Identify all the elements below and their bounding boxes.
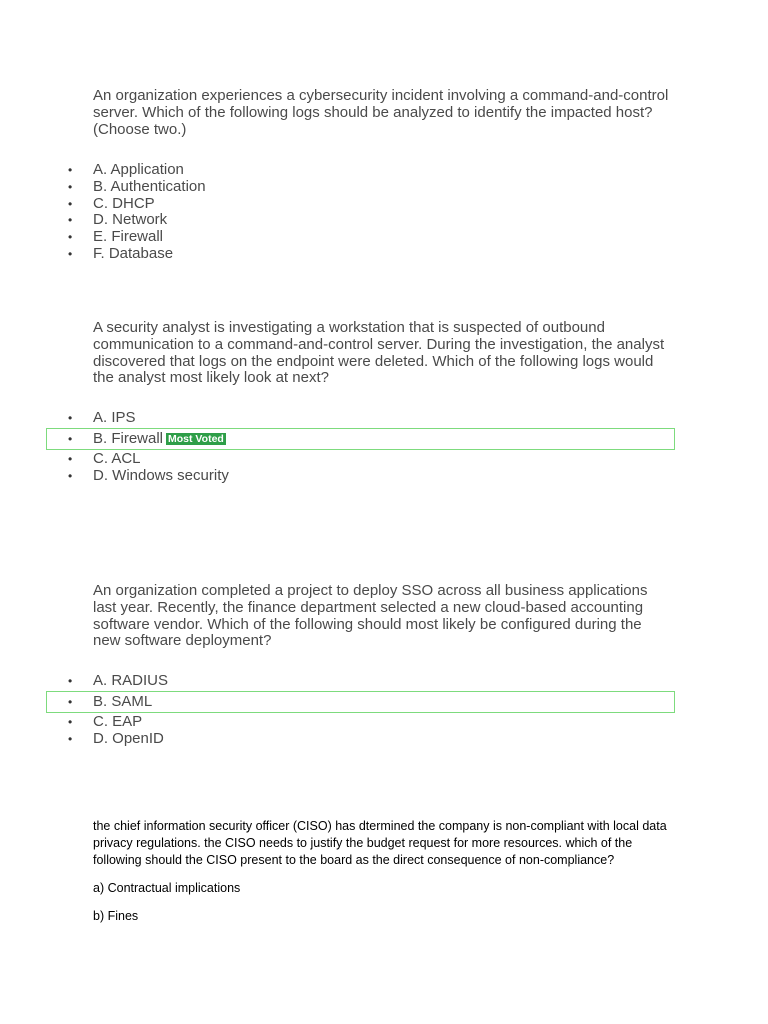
bullet-icon: • (68, 246, 73, 261)
question-4-text: the chief information security officer (CISO) has dtermined the company is non-compliant with local data privacy regulations. the CISO needs to justify the budget request for more resources. which of the following should the CISO present to the board as the direct consequence of non-compliance? (93, 819, 667, 867)
bullet-icon: • (68, 694, 73, 709)
question-3-options (0, 673, 768, 747)
bullet-icon: • (68, 213, 73, 228)
option-label: F. Database (93, 244, 174, 262)
list-item (0, 714, 768, 731)
question-4-option-a: a) Contractual implications (93, 881, 241, 895)
option-label: D. Network (93, 211, 168, 229)
bullet-icon: • (68, 714, 73, 729)
list-item (0, 212, 768, 229)
option-label: A. RADIUS (93, 672, 169, 689)
question-1-text: An organization experiences a cybersecurity incident involving a command-and-control server. Which of the following logs should be analyzed to identify the impacted host? (Choose two.) (93, 87, 669, 138)
list-item (0, 410, 768, 427)
question-3-text: An organization completed a project to deploy SSO across all business applications last year. Recently, the finance department selected a new cloud-based accounting software vendor. Which of the following should most likely be configured during the new software deployment? (93, 582, 648, 650)
option-label: D. Windows security (93, 466, 229, 484)
list-item (0, 468, 768, 485)
question-2-text: A security analyst is investigating a workstation that is suspected of outbound communication to a command-and-control server. During the investigation, the analyst discovered that logs on the endpoint were deleted. Which of the following logs would the analyst most likely look at next? (93, 319, 665, 387)
question-4-option-b: b) Fines (93, 909, 139, 923)
option-label: C. EAP (93, 712, 143, 730)
bullet-icon: • (68, 179, 73, 194)
bullet-icon: • (68, 411, 73, 425)
list-item (0, 229, 768, 246)
option-label: D. OpenID (93, 729, 164, 747)
bullet-icon: • (68, 731, 73, 746)
bullet-icon: • (68, 451, 73, 466)
list-item (0, 179, 768, 196)
option-label: A. IPS (93, 409, 136, 426)
option-label: B. SAML (93, 692, 153, 710)
bullet-icon: • (68, 196, 73, 211)
option-label: B. Authentication (93, 177, 206, 195)
bullet-icon: • (68, 431, 73, 446)
bullet-icon: • (68, 163, 73, 177)
list-item (0, 451, 768, 468)
bullet-icon: • (68, 674, 73, 688)
list-item (0, 246, 768, 263)
option-label: A. Application (93, 161, 184, 178)
bullet-icon: • (68, 230, 73, 245)
option-label: C. ACL (93, 449, 141, 467)
question-2-options (0, 410, 768, 484)
list-item (0, 162, 768, 179)
list-item (0, 196, 768, 213)
question-1-options (0, 162, 768, 263)
list-item-highlighted (0, 692, 768, 712)
list-item-highlighted (0, 429, 768, 449)
option-label: B. Firewall (93, 429, 164, 447)
list-item (0, 673, 768, 690)
list-item (0, 731, 768, 748)
most-voted-badge: Most Voted (168, 432, 224, 445)
bullet-icon: • (68, 468, 73, 483)
option-label: C. DHCP (93, 194, 155, 212)
option-label: E. Firewall (93, 228, 164, 246)
